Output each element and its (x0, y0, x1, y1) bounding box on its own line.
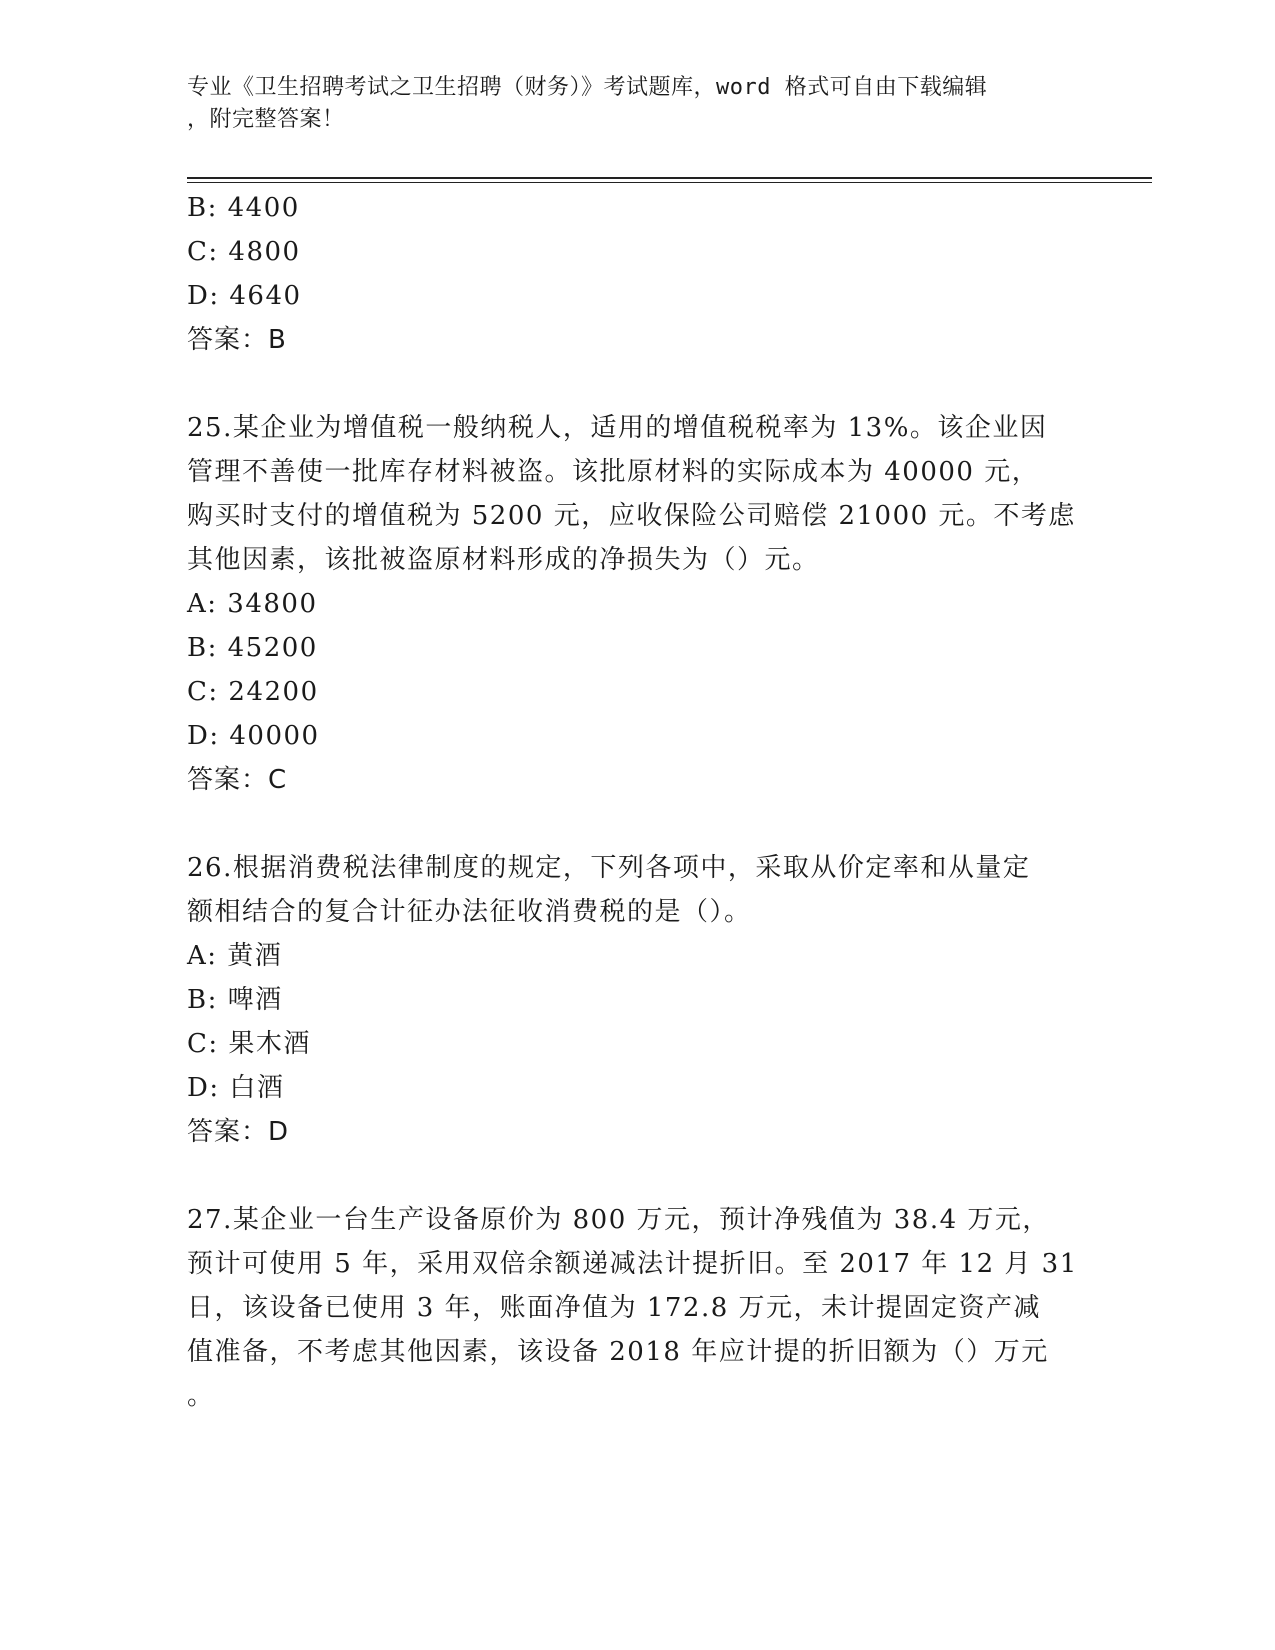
q26-stem-line-1: 26.根据消费税法律制度的规定，下列各项中，采取从价定率和从量定 (187, 853, 1031, 883)
q26-option-a: A: 黄酒 (187, 941, 283, 971)
header-rule-thick (187, 177, 1152, 179)
header-title-line-2: ，附完整答案！ (187, 107, 345, 132)
prev-answer: 答案：B (187, 325, 287, 355)
header-rule-thin (187, 182, 1152, 183)
q25-option-c: C: 24200 (187, 677, 319, 707)
q25-stem-line-1: 25.某企业为增值税一般纳税人，适用的增值税税率为 13%。该企业因 (187, 413, 1048, 443)
q25-option-b: B: 45200 (187, 633, 318, 663)
q26-stem-line-2: 额相结合的复合计征办法征收消费税的是（）。 (187, 897, 752, 927)
prev-option-c: C: 4800 (187, 237, 301, 267)
q25-stem-line-4: 其他因素，该批被盗原材料形成的净损失为（）元。 (187, 545, 820, 575)
prev-option-b: B: 4400 (187, 193, 300, 223)
q27-stem-line-5: 。 (187, 1381, 215, 1411)
q26-option-d: D: 白酒 (187, 1073, 285, 1103)
q25-option-d: D: 40000 (187, 721, 320, 751)
q27-stem-line-2: 预计可使用 5 年，采用双倍余额递减法计提折旧。至 2017 年 12 月 31 (187, 1249, 1078, 1279)
q26-answer: 答案：D (187, 1117, 290, 1147)
q25-stem-line-2: 管理不善使一批库存材料被盗。该批原材料的实际成本为 40000 元， (187, 457, 1040, 487)
q25-stem-line-3: 购买时支付的增值税为 5200 元，应收保险公司赔偿 21000 元。不考虑 (187, 501, 1076, 531)
q27-stem-line-4: 值准备，不考虑其他因素，该设备 2018 年应计提的折旧额为（）万元 (187, 1337, 1049, 1367)
document-header (187, 72, 1067, 136)
header-title-line-1: 专业《卫生招聘考试之卫生招聘（财务）》考试题库，word 格式可自由下载编辑 (187, 75, 988, 100)
q27-stem-line-1: 27.某企业一台生产设备原价为 800 万元，预计净残值为 38.4 万元， (187, 1205, 1050, 1235)
q27-stem-line-3: 日，该设备已使用 3 年，账面净值为 172.8 万元，未计提固定资产减 (187, 1293, 1042, 1323)
prev-option-d: D: 4640 (187, 281, 302, 311)
q26-option-c: C: 果木酒 (187, 1029, 311, 1059)
q25-option-a: A: 34800 (187, 589, 318, 619)
q25-answer: 答案：C (187, 765, 288, 795)
q26-option-b: B: 啤酒 (187, 985, 283, 1015)
